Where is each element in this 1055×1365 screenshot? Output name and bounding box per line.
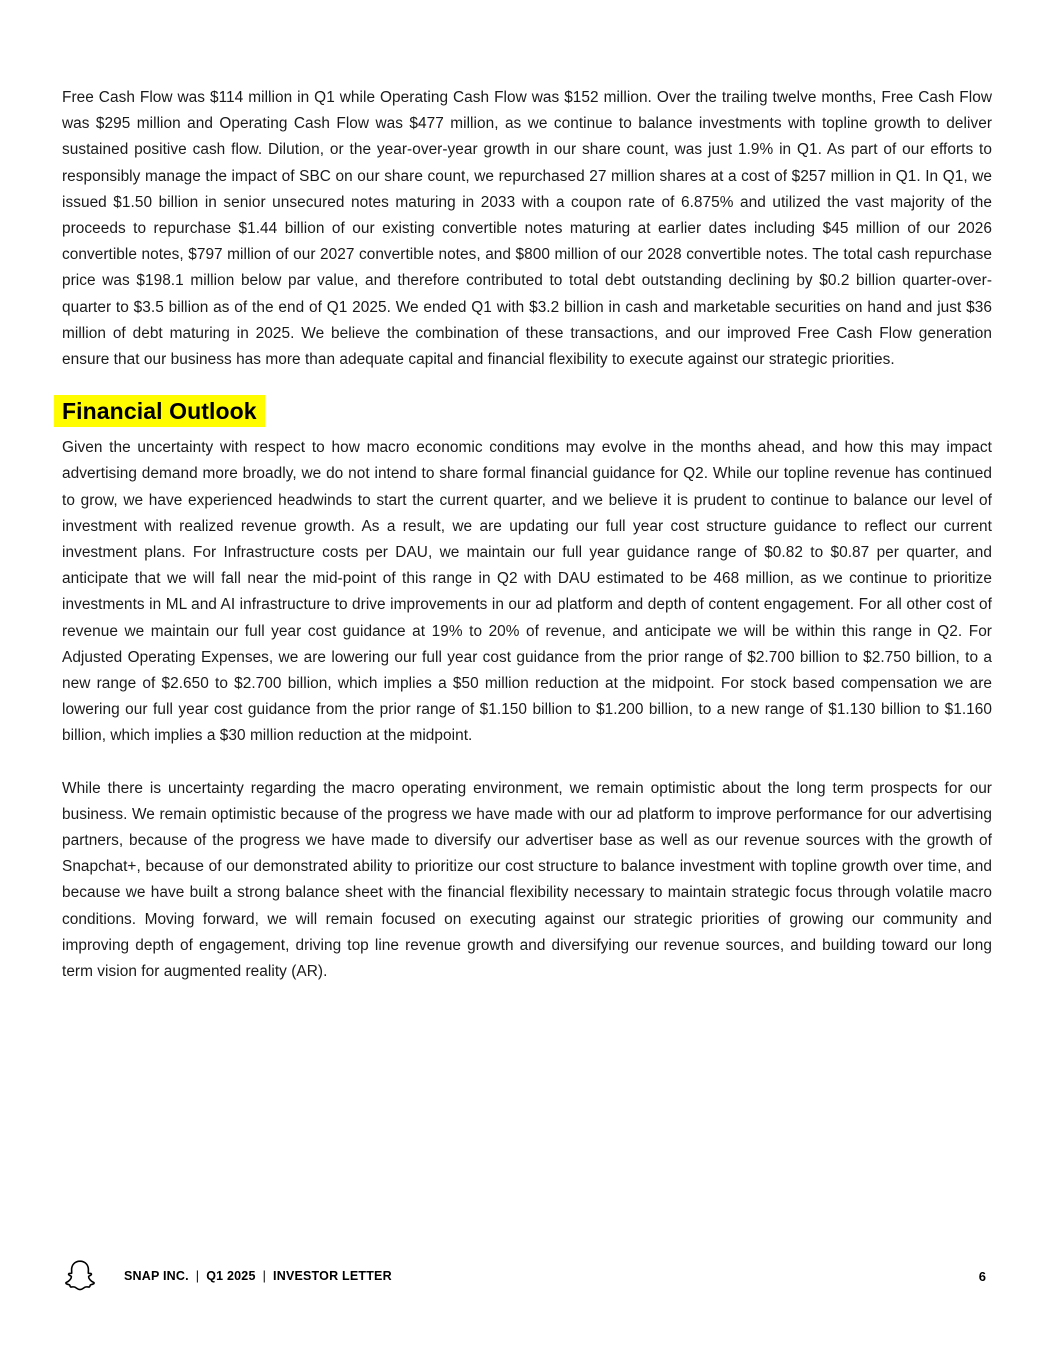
document-body (62, 85, 992, 985)
footer-company: SNAP INC. (124, 1269, 189, 1283)
paragraph-financial-outlook: Given the uncertainty with respect to how macro economic conditions may evolve in the months ahead, and how this may impact advertising demand more broadly, we do not intend to share formal financial guidance for Q2. While our topline revenue has continued to grow, we have experienced headwinds to start the current quarter, and we believe it is prudent to continue to balance our level of investment with realized revenue growth. As a result, we are updating our full year cost structure guidance to reflect our current investment plans. For Infrastructure costs per DAU, we maintain our full year guidance range of $0.82 to $0.87 per quarter, and anticipate that we will fall near the mid-point of this range in Q2 with DAU estimated to be 468 million, as we continue to prioritize investments in ML and AI infrastructure to drive improvements in our ad platform and depth of content engagement. For all other cost of revenue we maintain our full year cost guidance at 19% to 20% of revenue, and anticipate we will be within this range in Q2. For Adjusted Operating Expenses, we are lowering our full year cost guidance from the prior range of $2.700 billion to $2.750 billion, to a new range of $2.650 to $2.700 billion, which implies a $50 million reduction at the midpoint. For stock based compensation we are lowering our full year cost guidance from the prior range of $1.150 billion to $1.200 billion, to a new range of $1.130 billion to $1.160 billion, which implies a $30 million reduction at the midpoint. (62, 439, 992, 745)
footer-separator: | (262, 1269, 267, 1283)
paragraph-optimism: While there is uncertainty regarding the macro operating environment, we remain optimistic about the long term prospects for our business. We remain optimistic because of the progress we have made with our ad platform to improve performance for our advertising partners, because of the progress we have made to diversify our advertiser base as well as our revenue sources with the growth of Snapchat+, because of our demonstrated ability to prioritize our cost structure to balance investment with topline growth over time, and because we have built a strong balance sheet with the financial flexibility necessary to maintain strategic focus through volatile macro conditions. Moving forward, we will remain focused on executing against our strategic priorities of growing our community and improving depth of engagement, driving top line revenue growth and diversifying our revenue sources, and building toward our long term vision for augmented reality (AR). (62, 779, 992, 981)
footer-title (124, 1269, 392, 1283)
section-heading-wrapper (54, 395, 992, 427)
page-footer (62, 1258, 992, 1296)
footer-period: Q1 2025 (206, 1269, 256, 1283)
footer-document: INVESTOR LETTER (273, 1269, 392, 1283)
footer-separator: | (195, 1269, 200, 1283)
page-number: 6 (978, 1269, 986, 1284)
section-heading-financial-outlook: Financial Outlook (54, 395, 265, 427)
snapchat-ghost-icon (62, 1258, 98, 1294)
paragraph-cash-flow: Free Cash Flow was $114 million in Q1 while Operating Cash Flow was $152 million. Over the trailing twelve months, Free Cash Flow was $295 million and Operating Cash Flow was $477 million, as we continue to balance investments with topline growth to deliver sustained positive cash flow. Dilution, or the year-over-year growth in our share count, was just 1.9% in Q1. As part of our efforts to responsibly manage the impact of SBC on our share count, we repurchased 27 million shares at a cost of $257 million in Q1. In Q1, we issued $1.50 billion in senior unsecured notes maturing in 2033 with a coupon rate of 6.875% and utilized the vast majority of the proceeds to repurchase $1.44 billion of our existing convertible notes maturing at earlier dates including $45 million of our 2026 convertible notes, $797 million of our 2027 convertible notes, and $800 million of our 2028 convertible notes. The total cash repurchase price was $198.1 million below par value, and therefore contributed to total debt outstanding declining by $0.2 billion quarter-over-quarter to $3.5 billion as of the end of Q1 2025. We ended Q1 with $3.2 billion in cash and marketable securities on hand and just $36 million of debt maturing in 2025. We believe the combination of these transactions, and our improved Free Cash Flow generation ensure that our business has more than adequate capital and financial flexibility to execute against our strategic priorities. (62, 89, 992, 369)
